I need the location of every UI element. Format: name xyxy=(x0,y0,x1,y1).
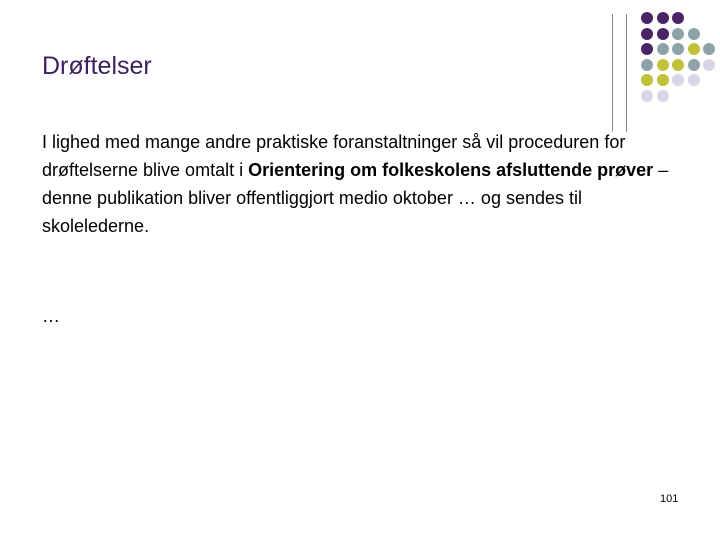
publication-title: Orientering om folkeskolens afsluttende prøver xyxy=(248,160,654,180)
body-paragraph xyxy=(42,128,682,240)
body-text-part2: – denne publikation bliver offentliggjort medio oktober … og sendes til skolelederne. xyxy=(42,160,669,236)
ornament-dot xyxy=(657,59,669,71)
ornament-dot xyxy=(641,90,653,102)
ornament-dot xyxy=(688,28,700,40)
ornament-dot xyxy=(672,28,684,40)
ornament-dot xyxy=(688,59,700,71)
ornament-dot xyxy=(688,74,700,86)
slide-body xyxy=(42,128,682,240)
ornament-dot xyxy=(657,28,669,40)
body-text-part1: I lighed med mange andre praktiske foranstaltninger så vil proceduren for drøftelserne blive omtalt i xyxy=(42,132,626,180)
slide-title: Drøftelser xyxy=(42,52,152,80)
ornament-dot xyxy=(657,12,669,24)
ornament-dot xyxy=(641,28,653,40)
ornament-dot xyxy=(641,12,653,24)
ornament-dot xyxy=(672,59,684,71)
ornament-dot xyxy=(657,43,669,55)
page-number: 101 xyxy=(660,493,679,505)
divider-line xyxy=(626,14,627,132)
ornament-dot xyxy=(672,12,684,24)
ornament-dot xyxy=(641,43,653,55)
ornament-dot xyxy=(672,43,684,55)
ornament-dot xyxy=(688,43,700,55)
ornament-dot xyxy=(703,59,715,71)
ornament-dot xyxy=(641,74,653,86)
divider-line xyxy=(612,14,613,132)
ornament-dot xyxy=(641,59,653,71)
ellipsis-text: … xyxy=(42,306,60,326)
ornament-dot xyxy=(703,43,715,55)
ornament-dot xyxy=(657,90,669,102)
ornament-dot xyxy=(657,74,669,86)
ornament-dot xyxy=(672,74,684,86)
